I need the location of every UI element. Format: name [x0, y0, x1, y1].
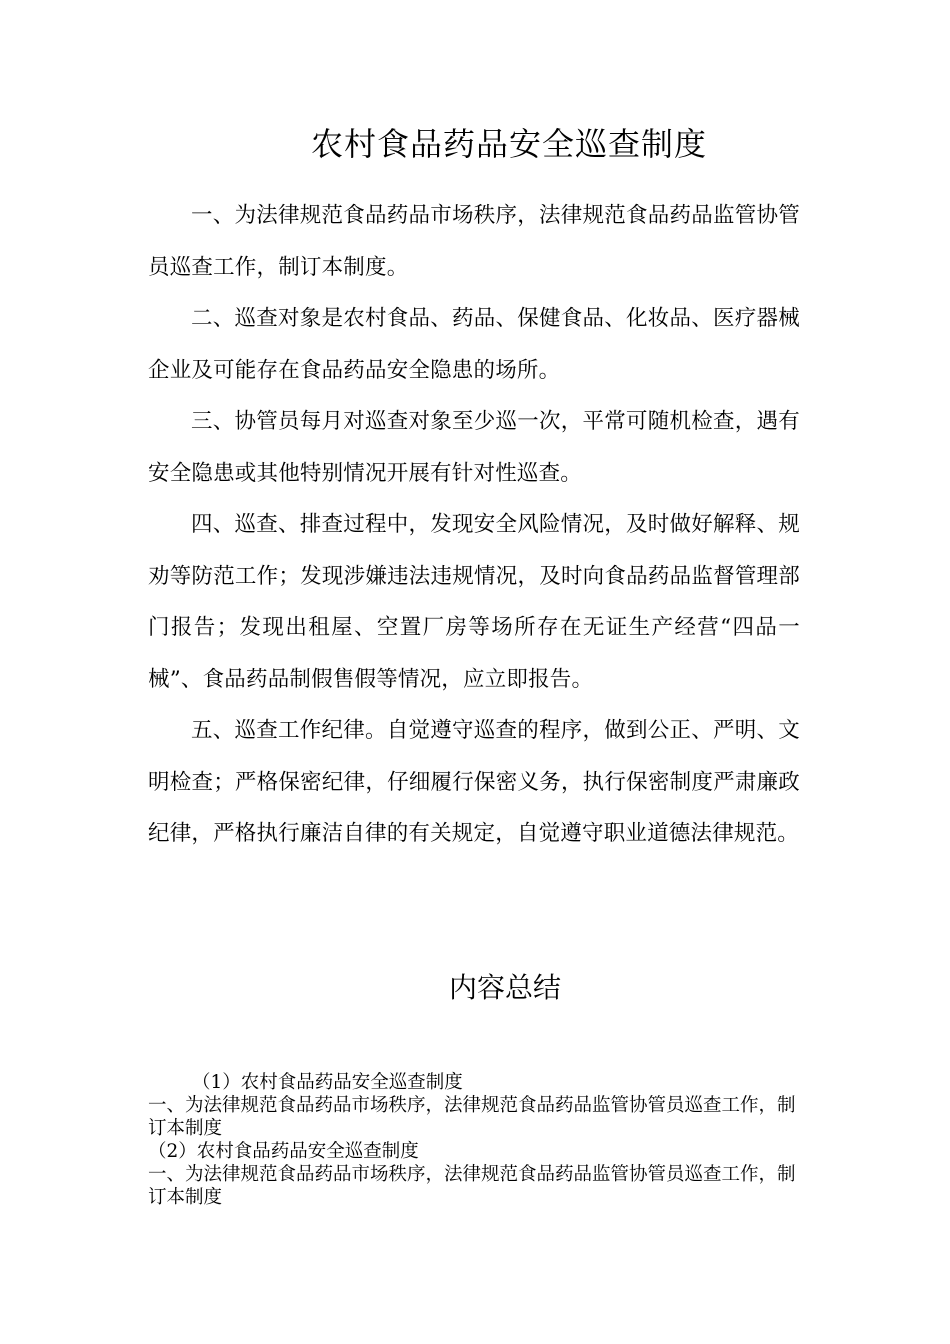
summary-item-2-text: 一、为法律规范食品药品市场秩序，法律规范食品药品监管协管员巡查工作，制订本制度 [148, 1164, 796, 1208]
summary-item-2-heading: （2）农村食品药品安全巡查制度 [148, 1141, 419, 1162]
paragraph-2: 二、巡查对象是农村食品、药品、保健食品、化妆品、医疗器械企业及可能存在食品药品安全隐患的场所。 [148, 306, 800, 383]
document-body [148, 190, 800, 860]
summary-section [148, 1071, 808, 1209]
paragraph-1: 一、为法律规范食品药品市场秩序，法律规范食品药品监管协管员巡查工作，制订本制度。 [148, 203, 800, 280]
summary-title: 内容总结 [448, 971, 561, 1004]
summary-item-1-heading: （1）农村食品药品安全巡查制度 [192, 1072, 463, 1093]
paragraph-4: 四、巡查、排查过程中，发现安全风险情况，及时做好解释、规劝等防范工作；发现涉嫌违法违规情况，及时向食品药品监督管理部门报告；发现出租屋、空置厂房等场所存在无证生产经营“四品一械”、食品药品制假售假等情况，应立即报告。 [148, 512, 800, 692]
document-title: 农村食品药品安全巡查制度 [310, 125, 707, 163]
paragraph-5: 五、巡查工作纪律。自觉遵守巡查的程序，做到公正、严明、文明检查；严格保密纪律，仔细履行保密义务，执行保密制度严肃廉政纪律，严格执行廉洁自律的有关规定，自觉遵守职业道德法律规范。 [148, 718, 800, 846]
paragraph-3: 三、协管员每月对巡查对象至少巡一次，平常可随机检查，遇有安全隐患或其他特别情况开展有针对性巡查。 [148, 409, 800, 486]
summary-item-1-text: 一、为法律规范食品药品市场秩序，法律规范食品药品监管协管员巡查工作，制订本制度 [148, 1095, 796, 1139]
